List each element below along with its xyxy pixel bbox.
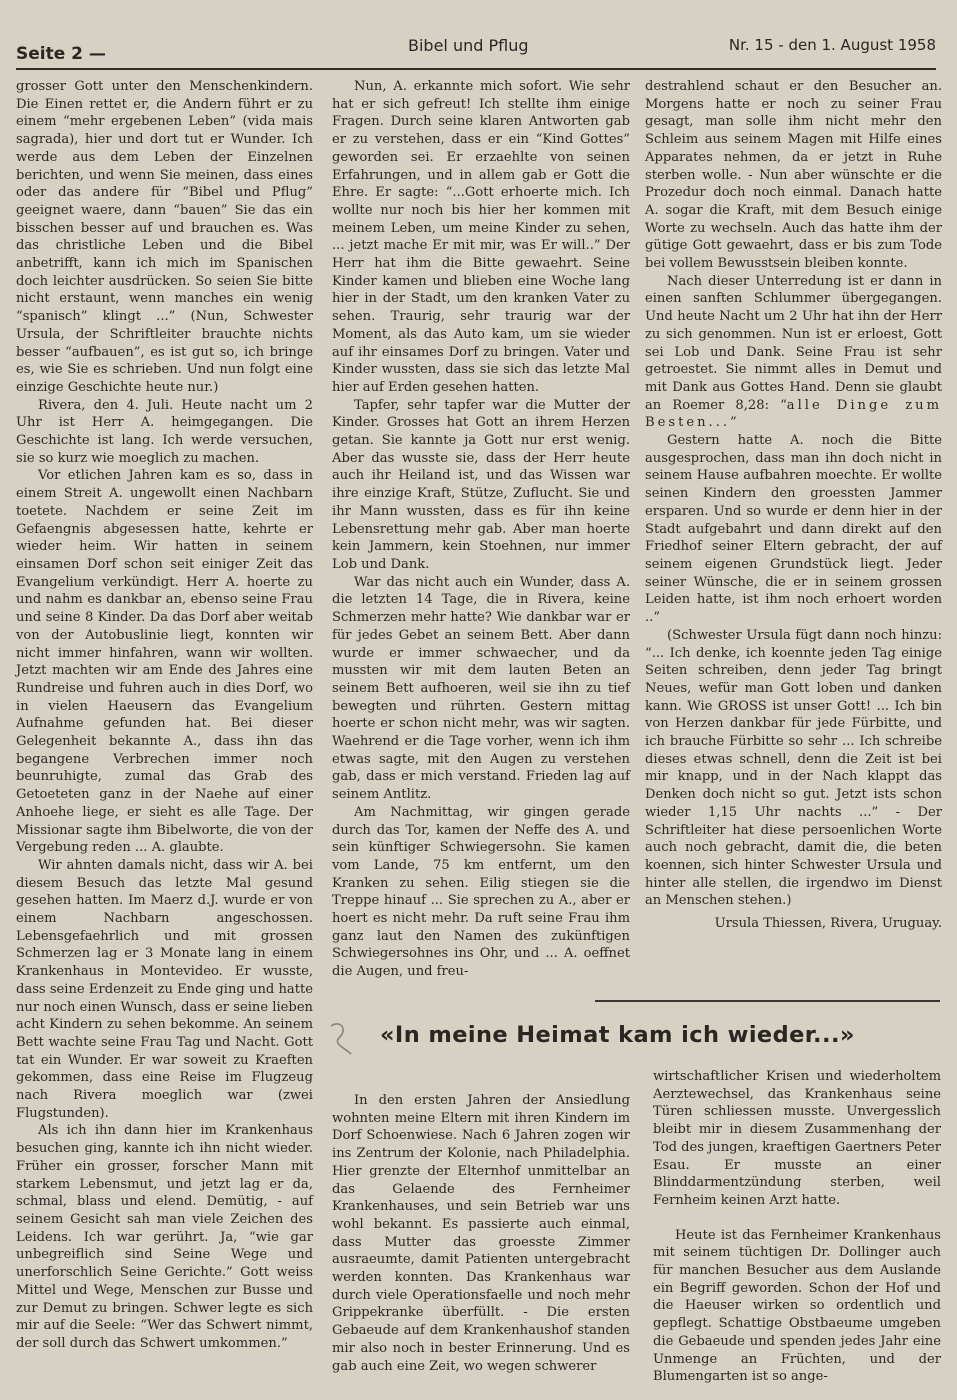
paragraph-text: Nach dieser Unterredung ist er dann in einen sanften Schlummer übergegangen. Und heute Nacht um 2 Uhr hat ihn der Herr zu sich genommen. Nun ist er erloest, Gott sei Lob und Dank. Seine Frau ist sehr getroestet. Sie nimmt alles in Demut und mit Dank aus Gottes Hand. Denn sie glaubt an Roemer 8,28: “ <box>645 273 942 413</box>
paragraph: War das nicht auch ein Wunder, dass A. die letzten 14 Tage, die in Rivera, keine Schmerzen mehr hatte? Wie dankbar war er für jedes Gebet an seinem Bett. Aber dann wurde er immer schwaecher, und da mussten wir mit dem lauten Beten an seinem Bett aufhoeren, weil sie ihn zu tief bewegten und rührten. Gestern mittag hoerte er schon nicht mehr, was wir sagten. Waehrend er die Tage vorher, wenn ich ihm etwas sagte, mit den Augen zu verstehen gab, dass er mich verstand. Frieden lag auf seinem Antlitz. <box>332 574 630 803</box>
article1-column-3 <box>645 78 942 998</box>
paragraph: Wir ahnten damals nicht, dass wir A. bei diesem Besuch das letzte Mal gesund gesehen hatten. Im Maerz d.J. wurde er von einem Nachbarn angeschossen. Lebensgefaehrlich und mit grossen Schmerzen lag er 3 Monate lang in einem Krankenhaus in Montevideo. Er wusste, dass seine Erdenzeit zu Ende ging und hatte nur noch einen Wunsch, dass er seine lieben acht Kindern zu sehen bekomme. An seinem Bett wachte seine Frau Tag und Nacht. Gott tat ein Wunder. Er war soweit zu Kraeften gekommen, dass eine Reise im Flugzeug nach Rivera moeglich war (zwei Flugstunden). <box>16 857 313 1121</box>
paragraph: grosser Gott unter den Menschenkindern. Die Einen rettet er, die Andern führt er zu einem “mehr ergebenen Leben” (vida mais sagrada), hier und dort tut er Wunder. Ich werde aus dem Leben der Einzelnen berichten, und wenn Sie meinen, dass eines oder das andere für “Bibel und Pflug” geeignet waere, dann “bauen” Sie das ein bisschen besser auf und brauchen es. Was das christliche Leben und die Bibel anbetrifft, kann ich mich im Spanischen doch leichter ausdrücken. So seien Sie bitte nicht erstaunt, wenn manches ein wenig “spanisch” klingt ...” (Nun, Schwester Ursula, der Schriftleiter brauchte nichts besser “aufbauen”, es ist gut so, ich bringe es, wie Sie es schrieben. Und nun folgt eine einzige Geschichte heute nur.) <box>16 79 313 395</box>
article2-column-3 <box>653 1068 941 1398</box>
article1-column-1 <box>16 78 313 1396</box>
spacer <box>653 1210 941 1227</box>
quote-close: ” <box>730 415 737 431</box>
paragraph: wirtschaftlicher Krisen und wiederholtem Aerztewechsel, das Krankenhaus seine Türen schliessen musste. Unvergesslich bleibt mir in diesem Zusammenhang der Tod des jungen, kraeftigen Gaertners Peter Esau. Er musste an einer Blinddarmentzündung sterben, weil Fernheim keinen Arzt hatte. <box>653 1069 941 1208</box>
paragraph: Als ich ihn dann hier im Krankenhaus besuchen ging, kannte ich ihn nicht wieder. Früher ein grosser, forscher Mann mit starkem Lebensmut, und jetzt lag er da, schmal, blass und elend. Demütig, - auf seinem Gesicht sah man viele Zeichen des Leidens. Ich war gerührt. Ja, “wie gar unbegreiflich sind Seine Wege und unerforschlich Seine Gerichte.” Gott weiss Mittel und Wege, Menschen zur Busse und zur Demut zu bringen. Schwer legte es sich mir auf die Seele: “Wer das Schwert nimmt, der soll durch das Schwert umkommen.” <box>16 1123 313 1351</box>
paragraph: (Schwester Ursula fügt dann noch hinzu: “... Ich denke, ich koennte jeden Tag einige Seiten schreiben, denn jeder Tag bringt Neues, wefür man Gott loben und danken kann. Wie GROSS ist unser Gott! ... Ich bin von Herzen dankbar für jede Fürbitte, und ich brauche Fürbitte so sehr ... Ich schreibe dieses etwas schnell, denn die Zeit ist bei mir knapp, und in der Nach klappt das Denken doch nicht so gut. Jetzt ists schon wieder 1,15 Uhr nachts ...” - Der Schriftleiter hat diese persoenlichen Worte auch noch gebracht, damit die, die beten koennen, sich hinter Schwester Ursula und hinter alle stellen, die irgendwo im Dienst an Menschen stehen.) <box>645 627 942 909</box>
paragraph: Heute ist das Fernheimer Krankenhaus mit seinem tüchtigen Dr. Dollinger auch für manchen Besucher aus dem Auslande ein Begriff geworden. Schon der Hof und die Haeuser wirken so ordentlich und gepflegt. Schattige Obstbaeume umgeben die Gebaeude und spenden jedes Jahr eine Unmenge an Früchten, und der Blumengarten ist so ange- <box>653 1227 941 1385</box>
paragraph: Am Nachmittag, wir gingen gerade durch das Tor, kamen der Neffe des A. und sein künftiger Schwiegersohn. Sie kamen vom Lande, 75 km entfernt, um den Kranken zu sehen. Eilig stiegen sie die Treppe hinauf ... Sie sprechen zu A., aber er hoert es nicht mehr. Da ruft seine Frau ihm ganz laut den Namen des zukünftigen Schwiegersohnes ins Ohr, und ... A. oeffnet die Augen, und freu- <box>332 804 630 980</box>
paragraph: destrahlend schaut er den Besucher an. Morgens hatte er noch zu seiner Frau gesagt, man solle ihm nicht mehr den Schleim aus seinem Magen mit Hilfe eines Apparates nehmen, da er jetzt in Ruhe sterben wolle. - Nun aber wünschte er die Prozedur doch noch einmal. Danach hatte A. sogar die Kraft, mit dem Besuch einige Worte zu wechseln. Auch das hatte ihm der gütige Gott gewaehrt, dass er bis zum Tode bei vollem Bewusstsein bleiben konnte. <box>645 79 942 272</box>
paragraph: Tapfer, sehr tapfer war die Mutter der Kinder. Grosses hat Gott an ihrem Herzen getan. Sie kannte ja Gott nur erst wenig. Aber das wusste sie, dass der Herr heute auch ihr Heiland ist, und das Wissen war ihre einzige Kraft, Stütze, Zuflucht. Sie und ihr Mann wussten, dass es für ihn keine Lebensrettung mehr gab. Aber man hoerte kein Jammern, kein Stoehnen, nur immer Lob und Dank. <box>332 397 630 572</box>
article1-column-2 <box>332 78 630 1008</box>
masthead <box>16 34 936 70</box>
paragraph <box>645 273 942 432</box>
paragraph: Nun, A. erkannte mich sofort. Wie sehr hat er sich gefreut! Ich stellte ihm einige Fragen. Durch seine klaren Antworten gab er zu verstehen, dass er ein “Kind Gottes” geworden sei. Er erzaehlte von seinen Erfahrungen, und in allem gab er Gott die Ehre. Er sagte: “...Gott erhoerte mich. Ich wollte nur noch bis hier her kommen mit meinem Leben, um meine Kinder zu sehen, ... jetzt mache Er mit mir, was Er will..” Der Herr hat ihm die Bitte gewaehrt. Seine Kinder kamen und blieben eine Woche lang hier in der Stadt, um den kranken Vater zu sehen. Traurig, sehr traurig war der Moment, als das Auto kam, um sie wieder auf ihr einsames Dorf zu bringen. Vater und Kinder wussten, dass sie sich das letzte Mal hier auf Erden gesehen hatten. <box>332 79 630 395</box>
article-headline: «In meine Heimat kam ich wieder...» <box>380 1022 855 1048</box>
signature: Ursula Thiessen, Rivera, Uruguay. <box>714 916 942 932</box>
page-number: Seite 2 — <box>16 44 106 64</box>
paragraph: Rivera, den 4. Juli. Heute nacht um 2 Uhr ist Herr A. heimgegangen. Die Geschichte ist lang. Ich werde versuchen, sie so kurz wie moeglich zu machen. <box>16 397 313 466</box>
issue-date: Nr. 15 - den 1. August 1958 <box>728 36 936 54</box>
bible-quote: alle Dinge zum Besten... <box>645 397 942 431</box>
paragraph: Vor etlichen Jahren kam es so, dass in einem Streit A. ungewollt einen Nachbarn toetete. Nachdem er seine Zeit im Gefaengnis abgesessen hatte, kehrte er wieder heim. Wir hatten in seinem einsamen Dorf schon seit einiger Zeit das Evangelium verkündigt. Herr A. hoerte zu und nahm es dankbar an, ebenso seine Frau und seine 8 Kinder. Da das Dorf aber weitab von der Autobuslinie liegt, konnten wir nicht immer hinfahren, wann wir wollten. Jetzt machten wir am Ende des Jahres eine Rundreise und fuhren auch in dies Dorf, wo in vielen Haeusern das Evangelium Aufnahme gefunden hat. Bei dieser Gelegenheit bekannte A., dass ihn das begangene Verbrechen immer noch beunruhigte, zumal das Grab des Getoeteten ganz in der Naehe auf einer Anhoehe liege, er sieht es alle Tage. Der Missionar sagte ihm Bibelworte, die von der Vergebung reden ... A. glaubte. <box>16 468 313 856</box>
pencil-mark-icon <box>325 1018 357 1060</box>
section-divider <box>595 1000 940 1002</box>
paper-title: Bibel und Pflug <box>408 36 529 55</box>
article2-column-2 <box>332 1092 630 1392</box>
paragraph: Gestern hatte A. noch die Bitte ausgesprochen, dass man ihn doch nicht in seinem Hause aufbahren moechte. Er wollte seinen Kindern den groessten Jammer ersparen. Und so wurde er denn hier in der Stadt aufgebahrt und dann direkt auf den Friedhof seiner Eltern gebracht, der auf seinem eigenen Grundstück liegt. Jeder seiner Wünsche, die er in seinem grossen Leiden hatte, ist ihm noch erhoert worden ..” <box>645 433 942 626</box>
paragraph: In den ersten Jahren der Ansiedlung wohnten meine Eltern mit ihren Kindern im Dorf Schoenwiese. Nach 6 Jahren zogen wir ins Zentrum der Kolonie, nach Philadelphia. Hier grenzte der Elternhof unmittelbar an das Gelaende des Fernheimer Krankenhauses, und sein Betrieb war uns wohl bekannt. Es passierte auch einmal, dass Mutter das groesste Zimmer ausraeumte, damit Patienten untergebracht werden konnten. Das Krankenhaus war durch viele Operationsfaelle und noch mehr Grippekranke überfüllt. - Die ersten Gebaeude auf dem Krankenhaushof standen mir also noch in bester Erinnerung. Und es gab auch eine Zeit, wo wegen schwerer <box>332 1093 630 1374</box>
